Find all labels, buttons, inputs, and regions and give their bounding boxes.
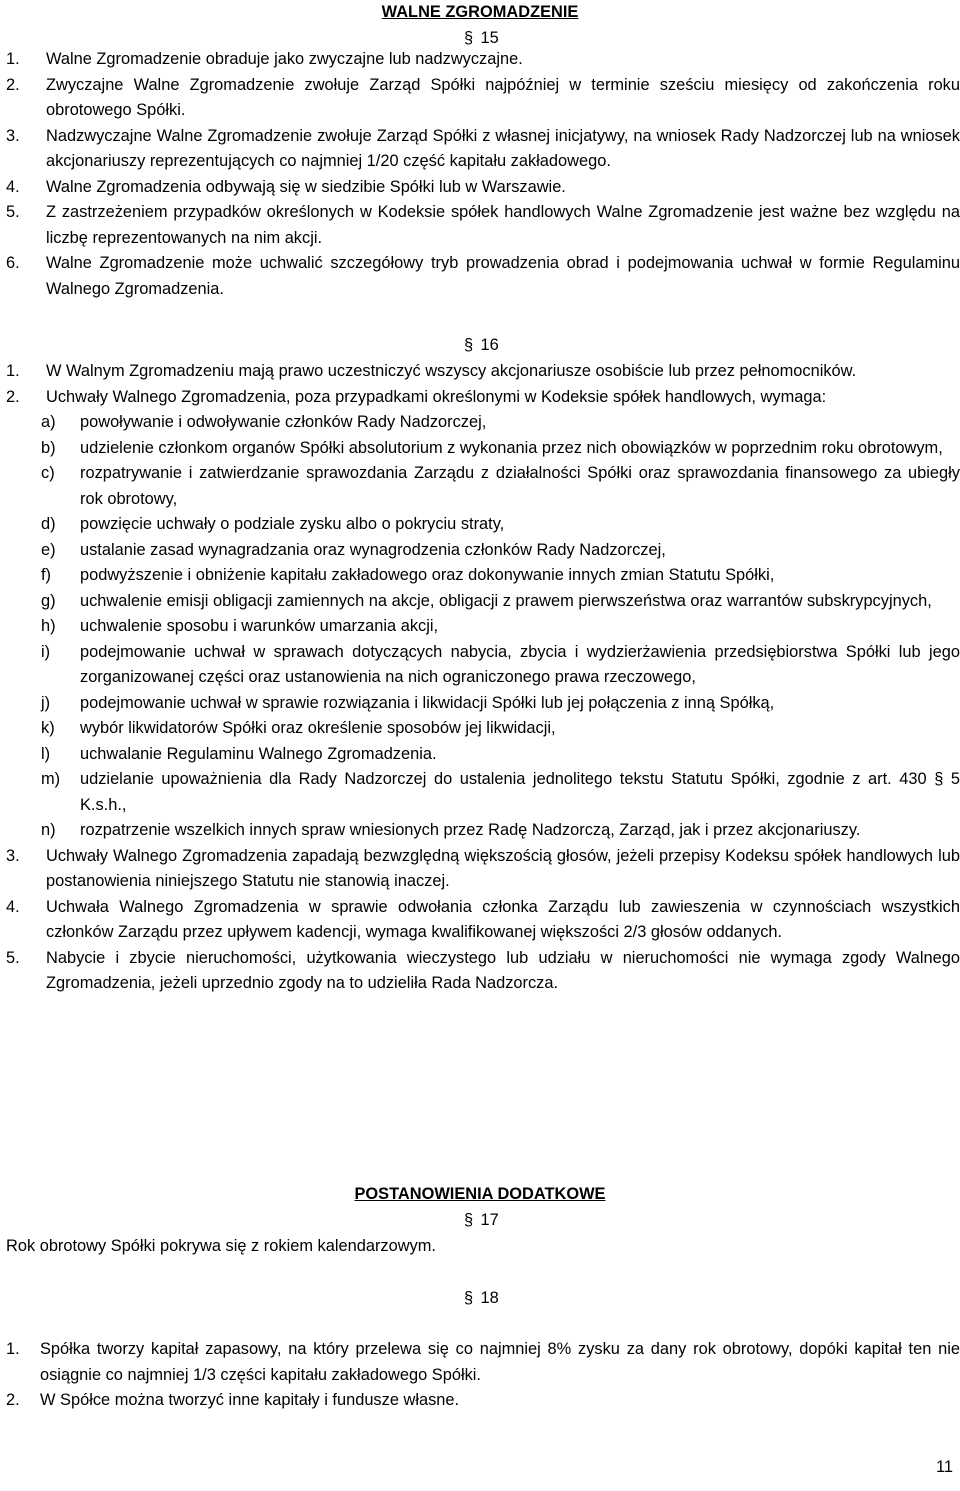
sub-letter: b) <box>41 438 56 457</box>
item-text: Walne Zgromadzenie obraduje jako zwyczajne lub nadzwyczajne. <box>46 50 523 68</box>
sub-letter: i) <box>41 642 51 661</box>
item-text: Walne Zgromadzenia odbywają się w siedzibie Spółki lub w Warszawie. <box>46 177 566 196</box>
item-number: 1. <box>6 1340 20 1358</box>
item-number: 2. <box>6 75 20 94</box>
item-number: 1. <box>6 50 20 68</box>
sub-letter: k) <box>41 719 55 737</box>
sub-item <box>0 742 960 768</box>
section-17-marker <box>0 1208 960 1234</box>
sub-text: ustalanie zasad wynagradzania oraz wynagrodzenia członków Rady Nadzorczej, <box>80 540 666 559</box>
sub-letter: a) <box>41 413 56 431</box>
list-item <box>0 946 960 997</box>
item-number: 1. <box>6 362 20 380</box>
item-text: Nadzwyczajne Walne Zgromadzenie zwołuje Zarząd Spółki z własnej inicjatywy, na wniosek Rady Nadzorczej lub na wniosek akcjonariuszy reprezentujących co najmniej 1/20 część kapitału zakładowego. <box>46 126 960 170</box>
item-number: 3. <box>6 846 20 865</box>
item-number: 4. <box>6 177 20 196</box>
item-text: Uchwała Walnego Zgromadzenia w sprawie odwołania członka Zarządu lub zawieszenia w czynnościach wszystkich członków Zarządu przez upływem kadencji, wymaga kwalifikowanej większości 2/3 głosów oddanych. <box>46 897 960 941</box>
item-number: 3. <box>6 126 20 145</box>
paragraph-sign: § <box>464 1289 474 1307</box>
list-item <box>0 73 960 124</box>
sub-item <box>0 716 960 742</box>
sub-item <box>0 818 960 844</box>
sub-letter: c) <box>41 464 55 482</box>
sub-item <box>0 691 960 717</box>
sub-item <box>0 614 960 640</box>
section-15-list <box>0 47 960 302</box>
item-text: Walne Zgromadzenie może uchwalić szczegółowy tryb prowadzenia obrad i podejmowania uchwał w formie Regulaminu Walnego Zgromadzenia. <box>46 254 960 298</box>
sub-letter: d) <box>41 515 56 533</box>
paragraph-sign: § <box>464 1211 474 1229</box>
sub-item <box>0 538 960 564</box>
sub-item <box>0 640 960 691</box>
sub-letter: f) <box>41 566 52 584</box>
item-number: 5. <box>6 948 20 967</box>
sub-text: udzielenie członkom organów Spółki absolutorium z wykonania przez nich obowiązków w poprzednim roku obrotowym, <box>80 438 943 457</box>
list-item <box>0 385 960 411</box>
list-item <box>0 1337 960 1388</box>
list-item <box>0 359 960 385</box>
sub-text: uchwalanie Regulaminu Walnego Zgromadzenia. <box>80 744 437 763</box>
sub-text: wybór likwidatorów Spółki oraz określenie sposobów jej likwidacji, <box>80 719 556 737</box>
sub-item <box>0 589 960 615</box>
section-18-list <box>0 1337 960 1414</box>
sub-item <box>0 767 960 818</box>
item-text: Uchwały Walnego Zgromadzenia, poza przypadkami określonymi w Kodeksie spółek handlowych, wymaga: <box>46 387 827 406</box>
item-number: 5. <box>6 203 20 221</box>
item-text: Uchwały Walnego Zgromadzenia zapadają bezwzględną większością głosów, jeżeli przepisy Kodeksu spółek handlowych lub postanowienia niniejszego Statutu nie stanowią inaczej. <box>46 846 960 890</box>
sub-text: podejmowanie uchwał w sprawie rozwiązania i likwidacji Spółki lub jej połączenia z inną Spółką, <box>80 693 775 712</box>
item-number: 2. <box>6 1391 20 1409</box>
item-text: Spółka tworzy kapitał zapasowy, na który przelewa się co najmniej 8% zysku za dany rok obrotowy, dopóki kapitał ten nie osiągnie co najmniej 1/3 części kapitału zakładowego Spółki. <box>40 1340 960 1384</box>
sub-letter: j) <box>41 693 51 712</box>
paragraph-sign: § <box>464 336 474 354</box>
section-16-list <box>0 359 960 997</box>
item-text: W Spółce można tworzyć inne kapitały i fundusze własne. <box>40 1391 460 1409</box>
sub-item <box>0 563 960 589</box>
sub-letter: m) <box>41 770 61 788</box>
sub-item <box>0 461 960 512</box>
sub-text: uchwalenie emisji obligacji zamiennych na akcje, obligacji z prawem pierwszeństwa oraz warrantów subskrypcyjnych, <box>80 591 932 610</box>
section-18-marker <box>0 1286 960 1312</box>
sub-text: rozpatrywanie i zatwierdzanie sprawozdania Zarządu z działalności Spółki oraz sprawozdania finansowego za ubiegły rok obrotowy, <box>80 464 960 508</box>
item-number: 6. <box>6 254 20 272</box>
sub-item <box>0 410 960 436</box>
paragraph-sign: § <box>464 29 474 47</box>
sub-letter: n) <box>41 821 56 839</box>
section-number: 18 <box>480 1289 499 1307</box>
list-item <box>0 1388 960 1414</box>
item-text: W Walnym Zgromadzeniu mają prawo uczestniczyć wszyscy akcjonariusze osobiście lub przez pełnomocników. <box>46 362 857 380</box>
section-number: 15 <box>480 29 499 47</box>
list-item <box>0 844 960 895</box>
sub-text: powzięcie uchwały o podziale zysku albo o pokryciu straty, <box>80 515 505 533</box>
heading-postanowienia-dodatkowe: POSTANOWIENIA DODATKOWE <box>354 1185 606 1203</box>
sub-text: udzielanie upoważnienia dla Rady Nadzorczej do ustalenia jednolitego tekstu Statutu Spółki, zgodnie z art. 430 § 5 K.s.h., <box>80 770 960 814</box>
section-17-text: Rok obrotowy Spółki pokrywa się z rokiem kalendarzowym. <box>6 1237 436 1255</box>
page-number: 11 <box>935 1458 953 1476</box>
sub-letter: g) <box>41 591 56 610</box>
heading-walne-zgromadzenie: WALNE ZGROMADZENIE <box>381 3 579 21</box>
sub-text: powoływanie i odwoływanie członków Rady Nadzorczej, <box>80 413 487 431</box>
section-number: 16 <box>480 336 499 354</box>
list-item <box>0 251 960 302</box>
item-number: 4. <box>6 897 20 916</box>
item-text: Z zastrzeżeniem przypadków określonych w Kodeksie spółek handlowych Walne Zgromadzenie jest ważne bez względu na liczbę reprezentowanych na nim akcji. <box>46 203 960 247</box>
sub-letter: h) <box>41 617 56 635</box>
sub-text: podejmowanie uchwał w sprawach dotyczących nabycia, zbycia i wydzierżawienia przedsiębiorstwa Spółki lub jego zorganizowanej części oraz ustanowienia na nich ograniczonego prawa rzeczowego, <box>80 642 960 686</box>
sub-letter: l) <box>41 744 51 763</box>
list-item <box>0 895 960 946</box>
list-item <box>0 175 960 201</box>
section-16-marker <box>0 333 960 359</box>
sub-text: podwyższenie i obniżenie kapitału zakładowego oraz dokonywanie innych zmian Statutu Spółki, <box>80 566 775 584</box>
list-item <box>0 124 960 175</box>
item-text: Nabycie i zbycie nieruchomości, użytkowania wieczystego lub udziału w nieruchomości nie wymaga zgody Walnego Zgromadzenia, jeżeli uprzednio zgody na to udzieliła Rada Nadzorcza. <box>46 948 960 992</box>
list-item <box>0 200 960 251</box>
sub-letter: e) <box>41 540 56 559</box>
section-number: 17 <box>480 1211 499 1229</box>
item-number: 2. <box>6 387 20 406</box>
sub-item <box>0 512 960 538</box>
sub-text: rozpatrzenie wszelkich innych spraw wniesionych przez Radę Nadzorczą, Zarząd, jak i przez akcjonariuszy. <box>80 821 861 839</box>
sub-item <box>0 436 960 462</box>
item-text: Zwyczajne Walne Zgromadzenie zwołuje Zarząd Spółki najpóźniej w terminie sześciu miesięcy od zakończenia roku obrotowego Spółki. <box>46 75 960 119</box>
sub-text: uchwalenie sposobu i warunków umarzania akcji, <box>80 617 439 635</box>
list-item <box>0 47 960 73</box>
